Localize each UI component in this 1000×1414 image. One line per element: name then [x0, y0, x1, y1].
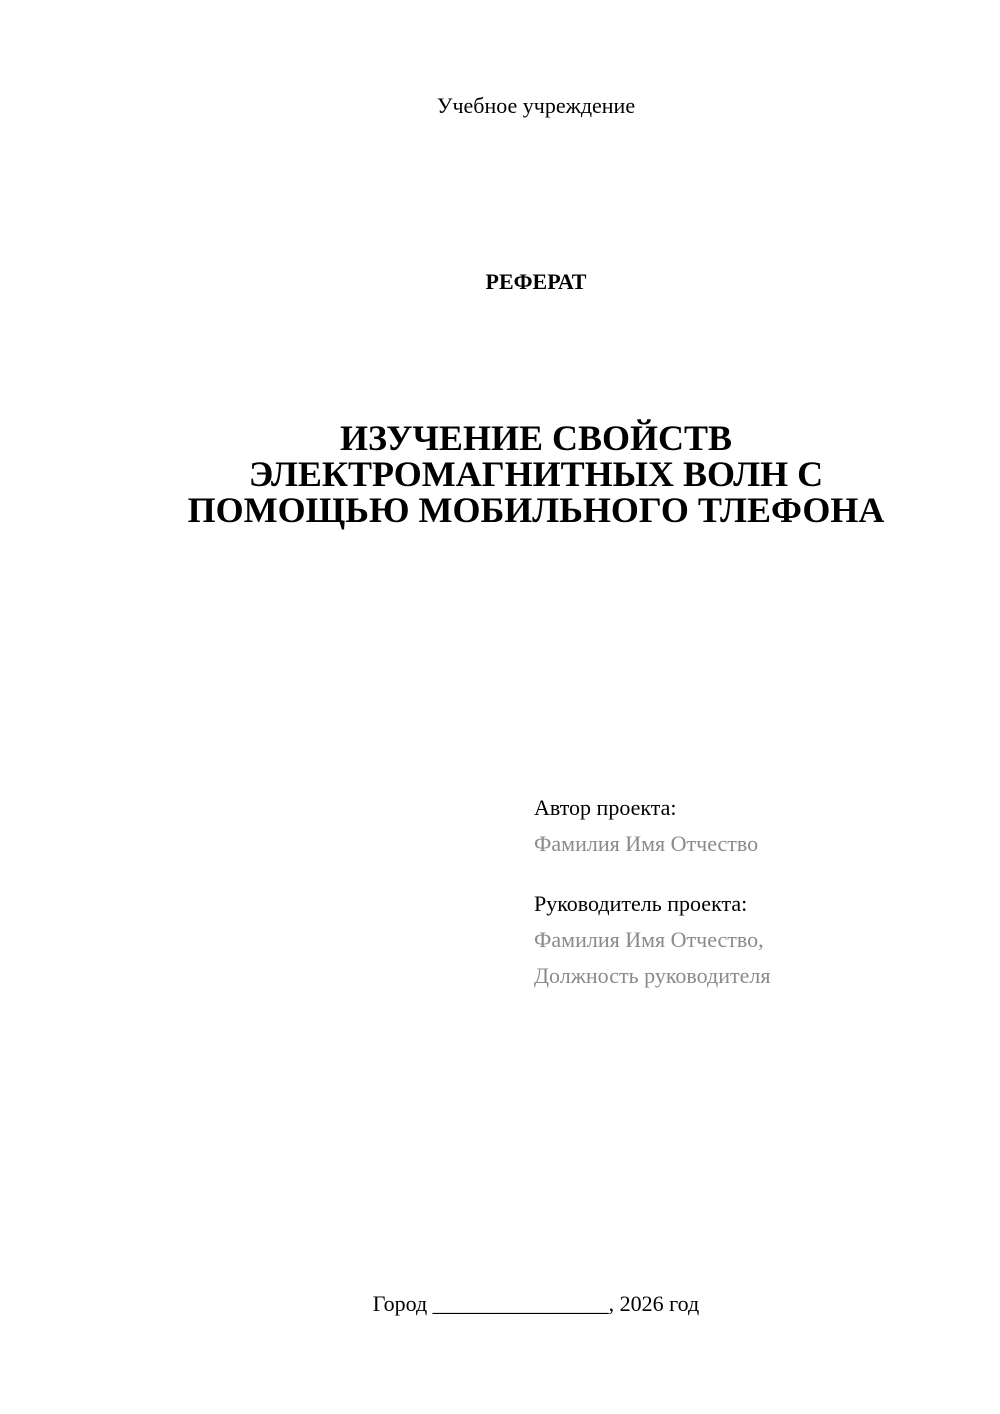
- project-info-block: [534, 790, 974, 994]
- document-title: [0, 420, 1000, 528]
- info-spacer: [534, 862, 974, 886]
- author-name: Фамилия Имя Отчество: [534, 831, 759, 856]
- title-line-1: ИЗУЧЕНИЕ СВОЙСТВ: [339, 418, 732, 458]
- title-line-3: ПОМОЩЬЮ МОБИЛЬНОГО ТЛЕФОНА: [187, 490, 885, 530]
- institution-name: Учебное учреждение: [436, 93, 636, 118]
- supervisor-name: Фамилия Имя Отчество,: [534, 927, 764, 952]
- author-label: Автор проекта:: [534, 795, 677, 820]
- document-type: РЕФЕРАТ: [485, 269, 587, 294]
- city-year-line: Город ________________, 2026 год: [372, 1291, 700, 1316]
- supervisor-label: Руководитель проекта:: [534, 891, 748, 916]
- supervisor-position: Должность руководителя: [534, 963, 771, 988]
- title-line-2: ЭЛЕКТРОМАГНИТНЫХ ВОЛН С: [248, 454, 824, 494]
